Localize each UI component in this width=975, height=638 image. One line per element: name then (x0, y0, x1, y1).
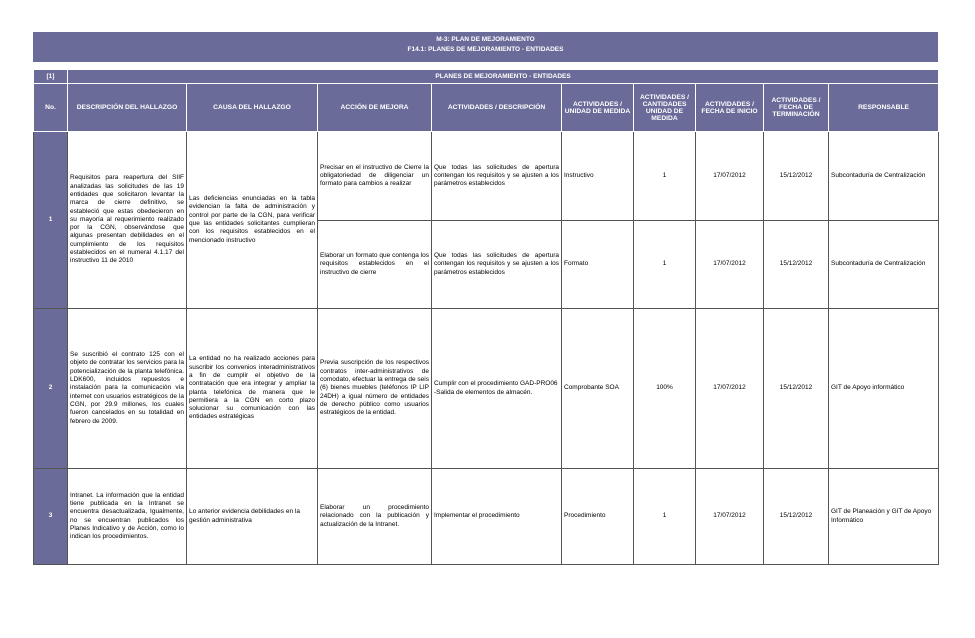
col-header-no: No. (34, 84, 68, 132)
accion-cell: Elaborar un procedimiento relacionado con la publicación y actualización de la Intranet. (318, 469, 432, 565)
unidad-cell: Procedimiento (562, 469, 634, 565)
section-title: PLANES DE MEJORAMIENTO - ENTIDADES (68, 70, 939, 84)
table-row (34, 309, 939, 469)
descripcion-cell: Que todas las solicitudes de apertura contengan los requisitos y se ajusten a los parámetros establecidos (432, 221, 562, 309)
accion-cell: Elaborar un formato que contenga los requisitos establecidos en el instructivo de cierre (318, 221, 432, 309)
col-header-hallazgo: DESCRIPCIÓN DEL HALLAZGO (68, 84, 187, 132)
report-subtitle: F14.1: PLANES DE MEJORAMIENTO - ENTIDADES (407, 46, 564, 53)
unidad-cell: Formato (562, 221, 634, 309)
accion-cell: Precisar en el instructivo de Cierre la obligatoriedad de diligenciar un formato para cambios a realizar (318, 132, 432, 221)
row-number: 3 (34, 469, 68, 565)
col-header-responsable: RESPONSABLE (829, 84, 939, 132)
descripcion-cell: Implementar el procedimiento (432, 469, 562, 565)
fin-cell: 15/12/2012 (764, 132, 829, 221)
inicio-cell: 17/07/2012 (696, 469, 764, 565)
cantidad-cell: 1 (634, 221, 696, 309)
inicio-cell: 17/07/2012 (696, 132, 764, 221)
table-row (34, 469, 939, 565)
col-header-descripcion: ACTIVIDADES / DESCRIPCIÓN (432, 84, 562, 132)
unidad-cell: Comprobante SOA (562, 309, 634, 469)
descripcion-cell: Cumplir con el procedimiento GAD-PRO06 -Salida de elementos de almacén. (432, 309, 562, 469)
hallazgo-cell: Se suscribió el contrato 125 con el objeto de contratar los servicios para la potencialización de la planta telefónica. LDK600, incluidos repuestos e instalación para la comunicación vía internet con usuarios estratégicos de la CGN, por 29.9 millones, los cuales fueron cancelados en su totalidad en febrero de 2009. (68, 309, 187, 469)
col-header-cantidad: ACTIVIDADES / CANTIDADES UNIDAD DE MEDIDA (634, 84, 696, 132)
col-header-fin: ACTIVIDADES / FECHA DE TERMINACIÓN (764, 84, 829, 132)
descripcion-cell: Que todas las solicitudes de apertura contengan los requisitos y se ajusten a los parámetros establecidos (432, 132, 562, 221)
row-number: 2 (34, 309, 68, 469)
hallazgo-cell: Requisitos para reapertura del SIIF analizadas las solicitudes de las 19 entidades que solicitaron levantar la marca de cierre definitivo, se estableció que estas obedecieron en su mayoría al requerimiento realizado por la CGN, observándose que algunas presentan debilidades en el cumplimiento de los requisitos establecidos en el numeral 4.1.17 del instructivo 11 de 2010 (68, 132, 187, 309)
report-header-band (33, 32, 938, 62)
responsable-cell: Subcontaduría de Centralización (829, 221, 939, 309)
fin-cell: 15/12/2012 (764, 221, 829, 309)
cantidad-cell: 1 (634, 132, 696, 221)
cantidad-cell: 1 (634, 469, 696, 565)
causa-cell: Las deficiencias enunciadas en la tabla evidencian la falta de administración y control por parte de la CGN, para verificar que las entidades solicitantes cumplieran con los requisitos establecidos en el mencionado instructivo (187, 132, 318, 309)
accion-cell: Previa suscripción de los respectivos contratos inter-administrativos de comodato, efectuar la entrega de seis (6) bienes muebles (teléfonos IP LIP 24DH) a igual número de entidades de derecho público como usuarios estratégicos de la entidad. (318, 309, 432, 469)
row-number: 1 (34, 132, 68, 309)
causa-cell: Lo anterior evidencia debilidades en la gestión administrativa (187, 469, 318, 565)
inicio-cell: 17/07/2012 (696, 221, 764, 309)
cantidad-cell: 100% (634, 309, 696, 469)
ref-cell: [1] (34, 70, 68, 84)
improvement-plan-table (33, 69, 939, 565)
fin-cell: 15/12/2012 (764, 309, 829, 469)
fin-cell: 15/12/2012 (764, 469, 829, 565)
inicio-cell: 17/07/2012 (696, 309, 764, 469)
col-header-accion: ACCIÓN DE MEJORA (318, 84, 432, 132)
col-header-causa: CAUSA DEL HALLAZGO (187, 84, 318, 132)
table-row (34, 132, 939, 221)
responsable-cell: GIT de Apoyo informático (829, 309, 939, 469)
col-header-inicio: ACTIVIDADES / FECHA DE INICIO (696, 84, 764, 132)
causa-cell: La entidad no ha realizado acciones para suscribir los convenios interadministrativos a fin de cumplir el objetivo de la contratación que era integrar y ampliar la planta telefónica de manera que le permitiera a la CGN en corto plazo solucionar su comunicación con las entidades estratégicas (187, 309, 318, 469)
col-header-unidad: ACTIVIDADES / UNIDAD DE MEDIDA (562, 84, 634, 132)
hallazgo-cell: Intranet. La información que la entidad tiene publicada en la Intranet se encuentra desactualizada, Igualmente, no se encuentran publicados los Planes Indicativo y de Acción, como lo indican los procedimientos. (68, 469, 187, 565)
responsable-cell: GIT de Planeación y GIT de Apoyo Informático (829, 469, 939, 565)
report-title: M-3: PLAN DE MEJORAMIENTO (436, 36, 535, 43)
unidad-cell: Instructivo (562, 132, 634, 221)
responsable-cell: Subcontaduría de Centralización (829, 132, 939, 221)
